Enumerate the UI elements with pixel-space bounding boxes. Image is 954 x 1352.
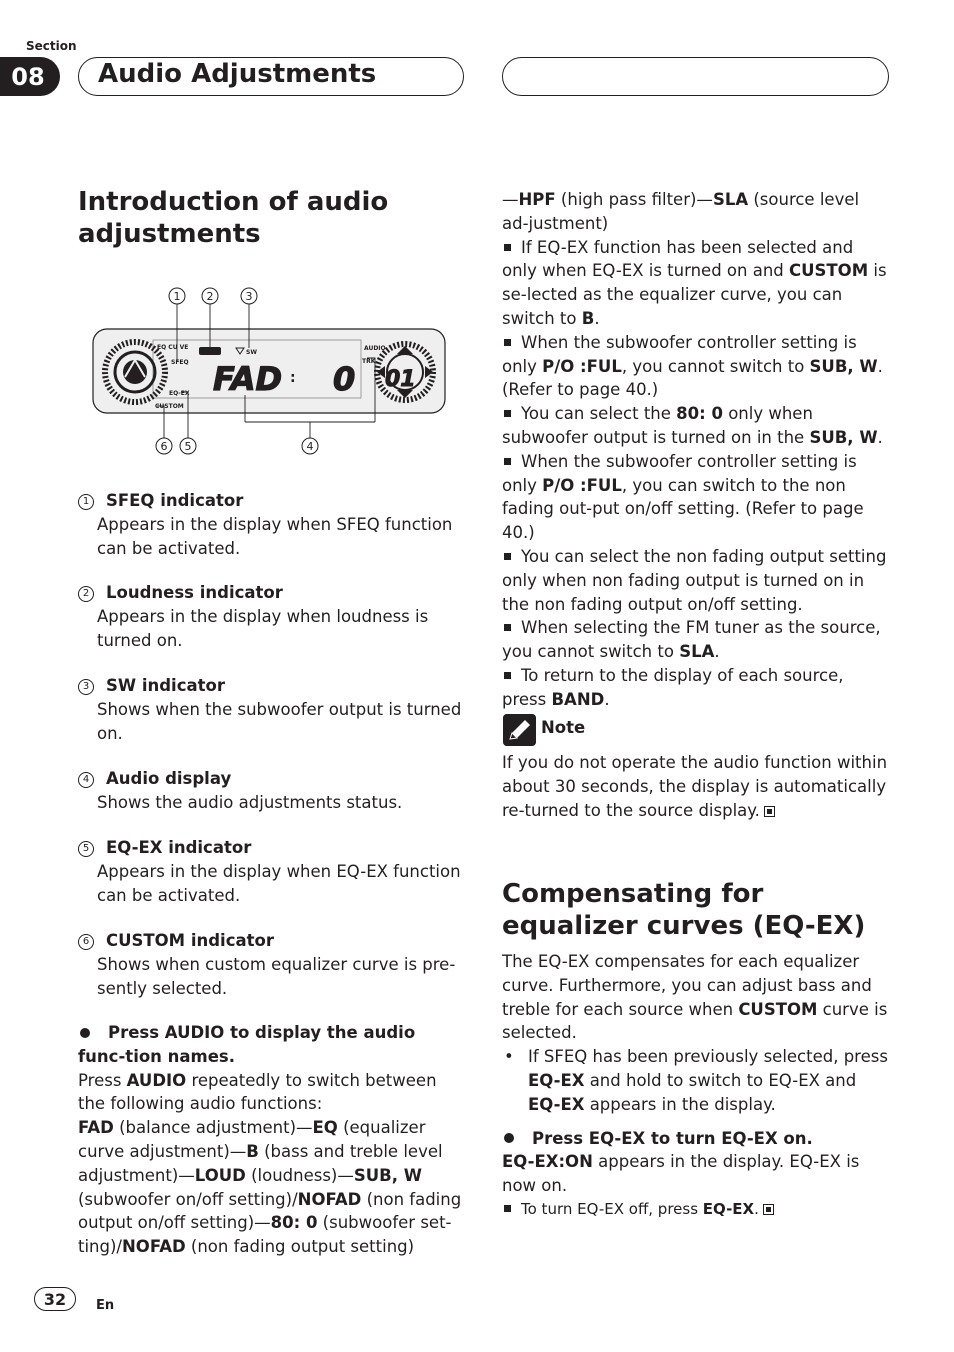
section-title: Audio Adjustments [98,59,377,89]
bullet-note: You can select the non fading output setting only when non fading output is turned on in the non fading output on/off setting. [502,546,887,614]
square-bullet-icon [504,553,511,560]
step-bullet-icon [504,1133,514,1143]
bullet-note: To return to the display of each source, press BAND. [502,665,844,709]
indicator-item-custom [78,929,468,1000]
lcd-trk-indicator: TRK [362,358,376,365]
square-bullet-icon [504,1205,511,1212]
item-number: 6 [78,934,94,950]
square-bullet-icon [504,410,511,417]
lcd-loudness-indicator [199,347,221,355]
eq-ex-off-note: To turn EQ-EX off, press EQ-EX. [502,1198,892,1222]
lcd-main-readout-right: 0 [333,360,356,398]
section-number-badge: 08 [0,57,60,96]
step-press-eq-ex: Press EQ-EX to turn EQ-EX on. [502,1127,892,1151]
right-column-text [502,188,890,712]
step-eq-ex-body: EQ-EX:ON appears in the display. EQ-EX is now on. [502,1152,860,1196]
lcd-right-digits: 01 [385,367,416,392]
bullet-note: If EQ-EX function has been selected and only when EQ-EX is turned on and CUSTOM is se-lected as the equalizer curve, you can switch to B. [502,237,887,328]
square-bullet-icon [504,672,511,679]
item-title: SW indicator [106,676,225,695]
item-title: EQ-EX indicator [106,838,252,857]
svg-text:1: 1 [173,290,181,303]
callout-4 [302,438,318,454]
item-number: 4 [78,772,94,788]
indicator-item-sw [78,674,468,745]
item-number: 3 [78,679,94,695]
item-title: Audio display [106,769,232,788]
callout-1 [169,288,185,304]
item-title: Loudness indicator [106,583,283,602]
step-title: Press AUDIO to display the audio func-tion names. [78,1023,416,1066]
svg-text:4: 4 [306,440,314,453]
note-text: If you do not operate the audio function within about 30 seconds, the display is automatically re-turned to the source display. [502,753,888,820]
square-bullet-icon [504,624,511,631]
lcd-colon: : [290,370,296,386]
square-bullet-icon [504,458,511,465]
square-bullet-icon [504,244,511,251]
end-mark-icon [763,1204,774,1215]
step-body: Press AUDIO repeatedly to switch between the following audio functions: [78,1070,437,1114]
lcd-sfeq-indicator: SFEQ [171,359,189,366]
svg-text:5: 5 [184,440,192,453]
item-description: Shows the audio adjustments status. [97,792,403,812]
audio-function-sequence: FAD (balance adjustment)—EQ (equalizer curve adjustment)—B (bass and treble level adjustment)—LOUD (loudness)—SUB, W (subwoofer on/off setting)/NOFAD (non fading output on/off setting)—80: 0 (subwoofer set-ting)/NOFAD (non fading output setting) [78,1118,462,1257]
callout-5 [180,438,196,454]
item-number: 2 [78,586,94,602]
lcd-sw-indicator: SW [246,349,257,356]
indicator-item-loudness [78,581,468,652]
end-mark-icon [764,806,775,817]
lcd-custom-indicator: CUSTOM [155,403,184,410]
bullet-dot-icon: • [504,1047,514,1067]
item-description: Appears in the display when EQ-EX function can be activated. [97,861,461,905]
item-description: Appears in the display when SFEQ function can be activated. [97,514,453,558]
callout-2 [202,288,218,304]
heading-introduction: Introduction of audio adjustments [78,187,389,249]
svg-text:2: 2 [206,290,214,303]
lcd-main-readout-left: FAD [213,360,283,398]
eq-ex-intro-paragraph: The EQ-EX compensates for each equalizer curve. Furthermore, you can adjust bass and treble for each source when CUSTOM curve is selected. [502,952,888,1043]
square-bullet-icon [504,339,511,346]
item-number: 5 [78,841,94,857]
indicator-item-audio-display [78,767,468,815]
item-description: Appears in the display when loudness is turned on. [97,606,429,650]
page-number: 32 [34,1287,76,1311]
lcd-audio-indicator: AUDIO [364,345,386,352]
note-pencil-icon [503,714,536,746]
item-title: CUSTOM indicator [106,931,274,950]
item-description: Shows when custom equalizer curve is pre-sently selected. [97,954,456,998]
item-number: 1 [78,494,94,510]
callout-6 [156,438,172,454]
bullet-note: When the subwoofer controller setting is only P/O :FUL, you cannot switch to SUB, W. (Refer to page 40.) [502,332,883,400]
eq-ex-section-body [502,950,892,1222]
page-language: En [96,1298,115,1313]
step-press-audio [78,1021,468,1259]
right-header-frame [502,57,889,96]
svg-text:6: 6 [160,440,168,453]
indicator-item-sfeq [78,489,468,560]
lcd-eq-curve-indicator: EQ CU VE [157,344,189,351]
lcd-eq-ex-indicator: EQ-EX [169,390,190,397]
sequence-continuation: —HPF (high pass filter)—SLA (source level ad-justment) [502,190,860,233]
item-description: Shows when the subwoofer output is turned on. [97,699,462,743]
display-figure [85,282,455,462]
step-bullet-icon [80,1028,90,1038]
bullet-note: When selecting the FM tuner as the source, you cannot switch to SLA. [502,618,881,662]
section-label: Section [26,39,77,53]
callout-3 [241,288,257,304]
bullet-note: When the subwoofer controller setting is only P/O :FUL, you can switch to the non fading out-put on/off setting. (Refer to page 40.) [502,451,864,543]
eq-ex-bullet: • If SFEQ has been previously selected, press EQ-EX and hold to switch to EQ-EX and EQ-EX appears in the display. [504,1047,888,1114]
item-title: SFEQ indicator [106,491,244,510]
bullet-note: You can select the 80: 0 only when subwoofer output is turned on in the SUB, W. [502,404,883,447]
note-label: Note [541,718,586,737]
svg-text:3: 3 [245,290,253,303]
indicator-item-eq-ex [78,836,468,907]
heading-eq-ex: Compensating for equalizer curves (EQ-EX) [502,879,866,941]
